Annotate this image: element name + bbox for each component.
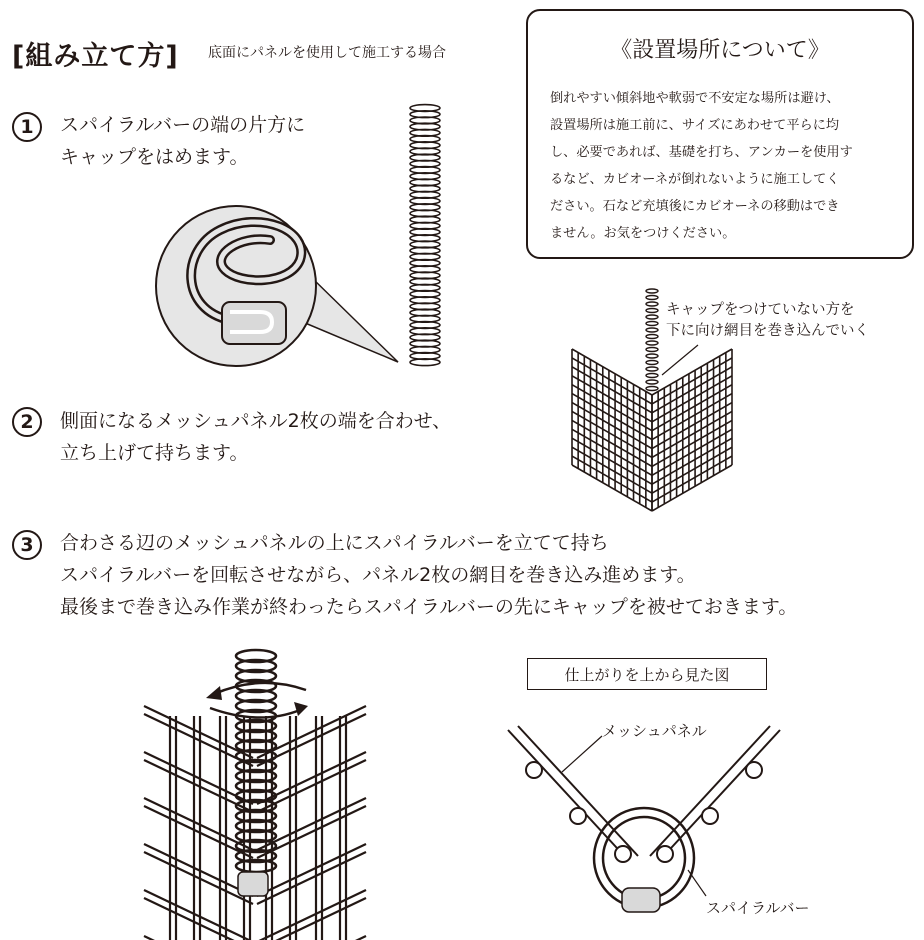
label-mesh-panel: メッシュパネル [602, 722, 707, 740]
step-1-number: 1 [12, 112, 42, 142]
step-2-text [60, 405, 451, 469]
top-view-caption: 仕上がりを上から見た図 [527, 658, 767, 690]
note-line-3: し、必要であれば、基礎を打ち、アンカーを使用す [550, 145, 853, 160]
step-1-line-2: キャップをはめます。 [60, 146, 249, 168]
page-subtitle: 底面にパネルを使用して施工する場合 [208, 45, 446, 61]
step-3-line-1: 合わさる辺のメッシュパネルの上にスパイラルバーを立てて持ち [60, 532, 609, 554]
note-title: 《設置場所について》 [610, 38, 830, 63]
callout-line-1: キャップをつけていない方を [666, 302, 855, 318]
step-2-number: 2 [12, 407, 42, 437]
cap-shape [238, 872, 268, 896]
step-2-line-1: 側面になるメッシュパネル2枚の端を合わせ、 [60, 410, 452, 432]
cap-closeup-illustration [150, 190, 420, 380]
step-3-line-3: 最後まで巻き込み作業が終わったらスパイラルバーの先にキャップを被せておきます。 [60, 596, 798, 618]
step-3-line-2: スパイラルバーを回転させながら、パネル2枚の網目を巻き込み進めます。 [60, 564, 696, 586]
installation-note-box [526, 9, 914, 259]
mesh-panel-corner-illustration [568, 285, 738, 515]
callout-line-2: 下に向け網目を巻き込んでいく [666, 323, 869, 339]
step-1-text [60, 109, 305, 173]
note-line-1: 倒れやすい傾斜地や軟弱で不安定な場所は避け、 [550, 91, 840, 106]
spiral-bar-illustration [405, 100, 445, 375]
note-line-2: 設置場所は施工前に、サイズにあわせて平らに均 [550, 118, 840, 133]
step-3-text [60, 527, 797, 623]
page-title: [組み立て方] [12, 41, 179, 72]
step-2-line-2: 立ち上げて持ちます。 [60, 442, 249, 464]
spiral-winding-illustration [140, 636, 380, 940]
note-line-4: るなど、カビオーネが倒れないように施工してく [550, 172, 840, 187]
step-1-line-1: スパイラルバーの端の片方に [60, 114, 306, 136]
note-line-5: ださい。石など充填後にカビオーネの移動はでき [550, 199, 840, 214]
note-body [550, 85, 900, 247]
step-3-number: 3 [12, 530, 42, 560]
label-spiral-bar: スパイラルバー [706, 899, 810, 917]
note-line-6: ません。お気をつけください。 [550, 226, 736, 241]
